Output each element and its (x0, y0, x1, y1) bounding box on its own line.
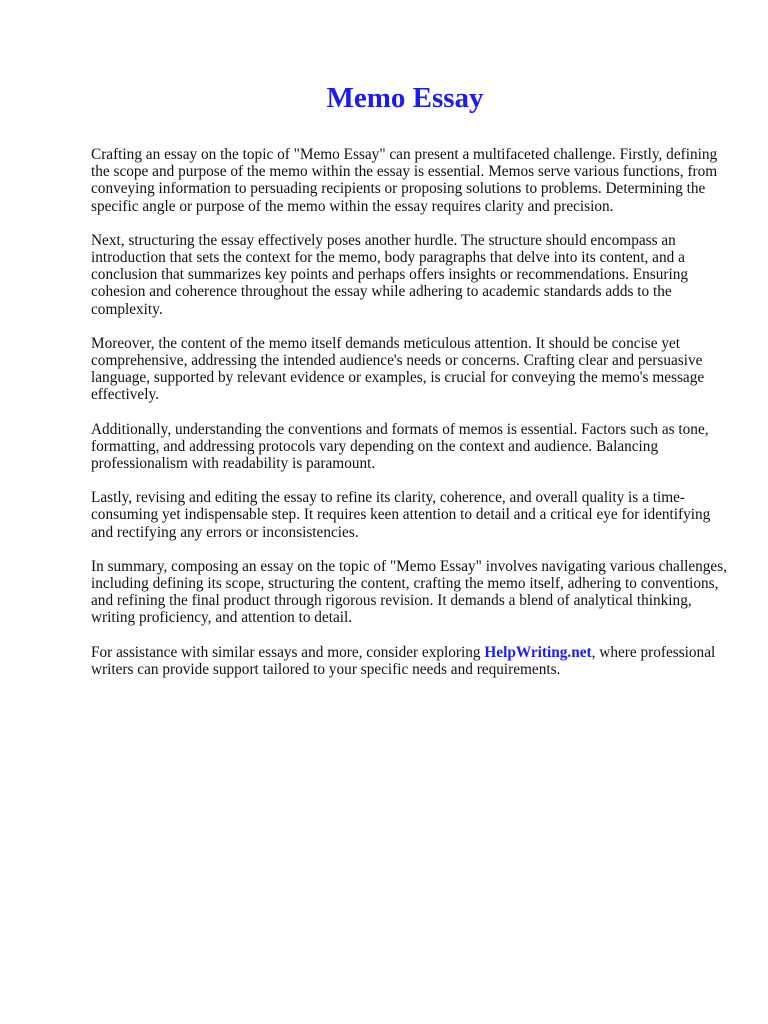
paragraph-structure: Next, structuring the essay effectively poses another hurdle. The structure should encompass an introduction that sets the context for the memo, body paragraphs that delve into its content, and a conclusion that summarizes key points and perhaps offers insights or recommendations. Ensuring cohesion and coherence throughout the essay while adhering to academic standards adds to the complexity. (91, 231, 689, 318)
closing-text-after-link: , where professional writers can provide support tailored to your specific needs and requirements. (91, 643, 716, 678)
paragraph-summary: In summary, composing an essay on the topic of "Memo Essay" involves navigating various challenges, including defining its scope, structuring the content, crafting the memo itself, adhering to conventions, and refining the final product through rigorous revision. It demands a blend of analytical thinking, writing proficiency, and attention to detail. (91, 557, 727, 627)
paragraph-revision: Lastly, revising and editing the essay to refine its clarity, coherence, and overall quality is a time-consuming yet indispensable step. It requires keen attention to detail and a critical eye for identifying and rectifying any errors or inconsistencies. (91, 489, 711, 541)
closing-text-before-link: For assistance with similar essays and more, consider exploring (91, 643, 485, 661)
helpwriting-link[interactable]: HelpWriting.net (484, 643, 592, 661)
paragraph-intro: Crafting an essay on the topic of "Memo Essay" can present a multifaceted challenge. Firstly, defining the scope and purpose of the memo within the essay is essential. Memos serve various functions, from conveying information to persuading recipients or proposing solutions to problems. Determining the specific angle or purpose of the memo within the essay requires clarity and precision. (91, 146, 718, 215)
paragraph-content: Moreover, the content of the memo itself demands meticulous attention. It should be concise yet comprehensive, addressing the intended audience's needs or concerns. Crafting clear and persuasive language, supported by relevant evidence or examples, is crucial for conveying the memo's message effectively. (91, 334, 705, 404)
paragraph-closing (91, 644, 731, 678)
document-title: Memo Essay (326, 82, 484, 114)
paragraph-conventions: Additionally, understanding the conventions and formats of memos is essential. Factors such as tone, formatting, and addressing protocols vary depending on the context and audience. Balancing professionalism with readability is paramount. (91, 420, 709, 473)
document-body (91, 146, 731, 695)
